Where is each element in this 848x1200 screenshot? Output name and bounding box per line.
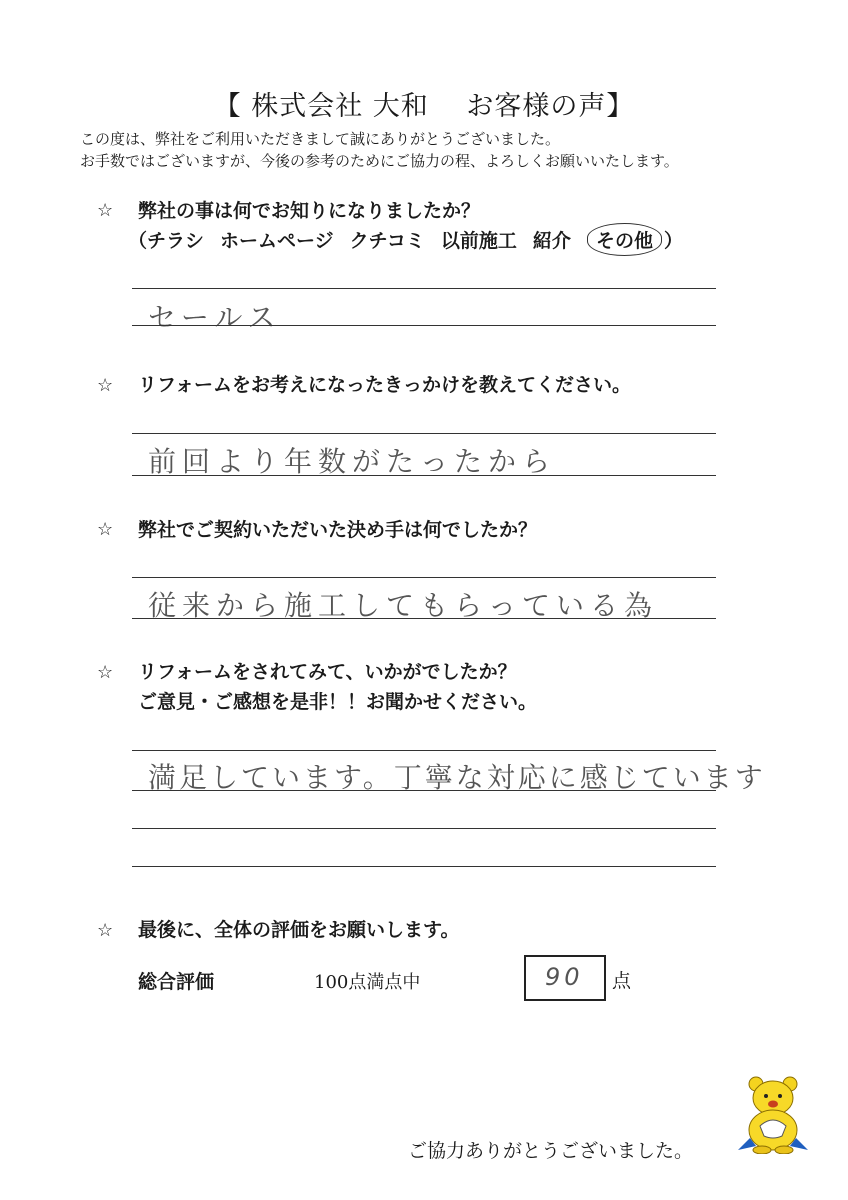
question-3: 弊社でご契約いただいた決め手は何でしたか？: [138, 519, 538, 541]
star-icon: ☆: [97, 200, 114, 221]
question-1: 弊社の事は何でお知りになりましたか？: [138, 200, 481, 222]
answer-line: [132, 288, 716, 289]
answer-line: [132, 618, 716, 619]
question-5: 最後に、全体の評価をお願いします。: [138, 919, 460, 941]
option-referral[interactable]: 紹介: [532, 230, 571, 252]
option-word-of-mouth[interactable]: クチコミ: [349, 230, 425, 252]
intro-line-1: この度は、弊社をご利用いただきまして誠にありがとうございました。: [80, 130, 561, 148]
option-flyer[interactable]: チラシ: [147, 230, 205, 252]
option-other-circled[interactable]: その他: [587, 223, 662, 256]
star-icon: ☆: [97, 375, 114, 396]
answer-line: [132, 750, 716, 751]
score-value: 90: [545, 963, 584, 991]
intro-line-2: お手数ではございますが、今後の参考のためにご協力の程、よろしくお願いいたします。: [80, 152, 679, 170]
star-icon: ☆: [97, 920, 114, 941]
answer-line: [132, 866, 716, 867]
source-options: [128, 223, 683, 256]
answer-3: 従来から施工してもらっている為: [148, 589, 659, 622]
question-2: リフォームをお考えになったきっかけを教えてください。: [138, 374, 632, 396]
option-homepage[interactable]: ホームページ: [220, 230, 334, 252]
question-4-line-1: リフォームをされてみて、いかがでしたか？: [138, 661, 517, 683]
answer-4: 満足しています。丁寧な対応に感じています: [148, 761, 766, 794]
bear-mascot-icon: [736, 1074, 810, 1154]
answer-line: [132, 325, 716, 326]
star-icon: ☆: [97, 662, 114, 683]
answer-line: [132, 790, 716, 791]
scale-label: 100点満点中: [314, 972, 421, 993]
score-unit: 点: [612, 970, 632, 992]
answer-line: [132, 433, 716, 434]
answer-line: [132, 475, 716, 476]
answer-line: [132, 828, 716, 829]
close-paren: ）: [663, 230, 683, 252]
thanks-message: ご協力ありがとうございました。: [408, 1140, 694, 1162]
open-paren: （: [128, 230, 148, 252]
answer-line: [132, 577, 716, 578]
question-4-line-2: ご意見・ご感想を是非！！お聞かせください。: [138, 691, 538, 713]
answer-1: セールス: [148, 301, 282, 334]
star-icon: ☆: [97, 519, 114, 540]
overall-label: 総合評価: [138, 971, 215, 993]
option-previous-work[interactable]: 以前施工: [440, 230, 517, 252]
answer-2: 前回より年数がたったから: [148, 445, 557, 478]
page-title: 【 株式会社 大和 お客様の声】: [213, 91, 635, 122]
